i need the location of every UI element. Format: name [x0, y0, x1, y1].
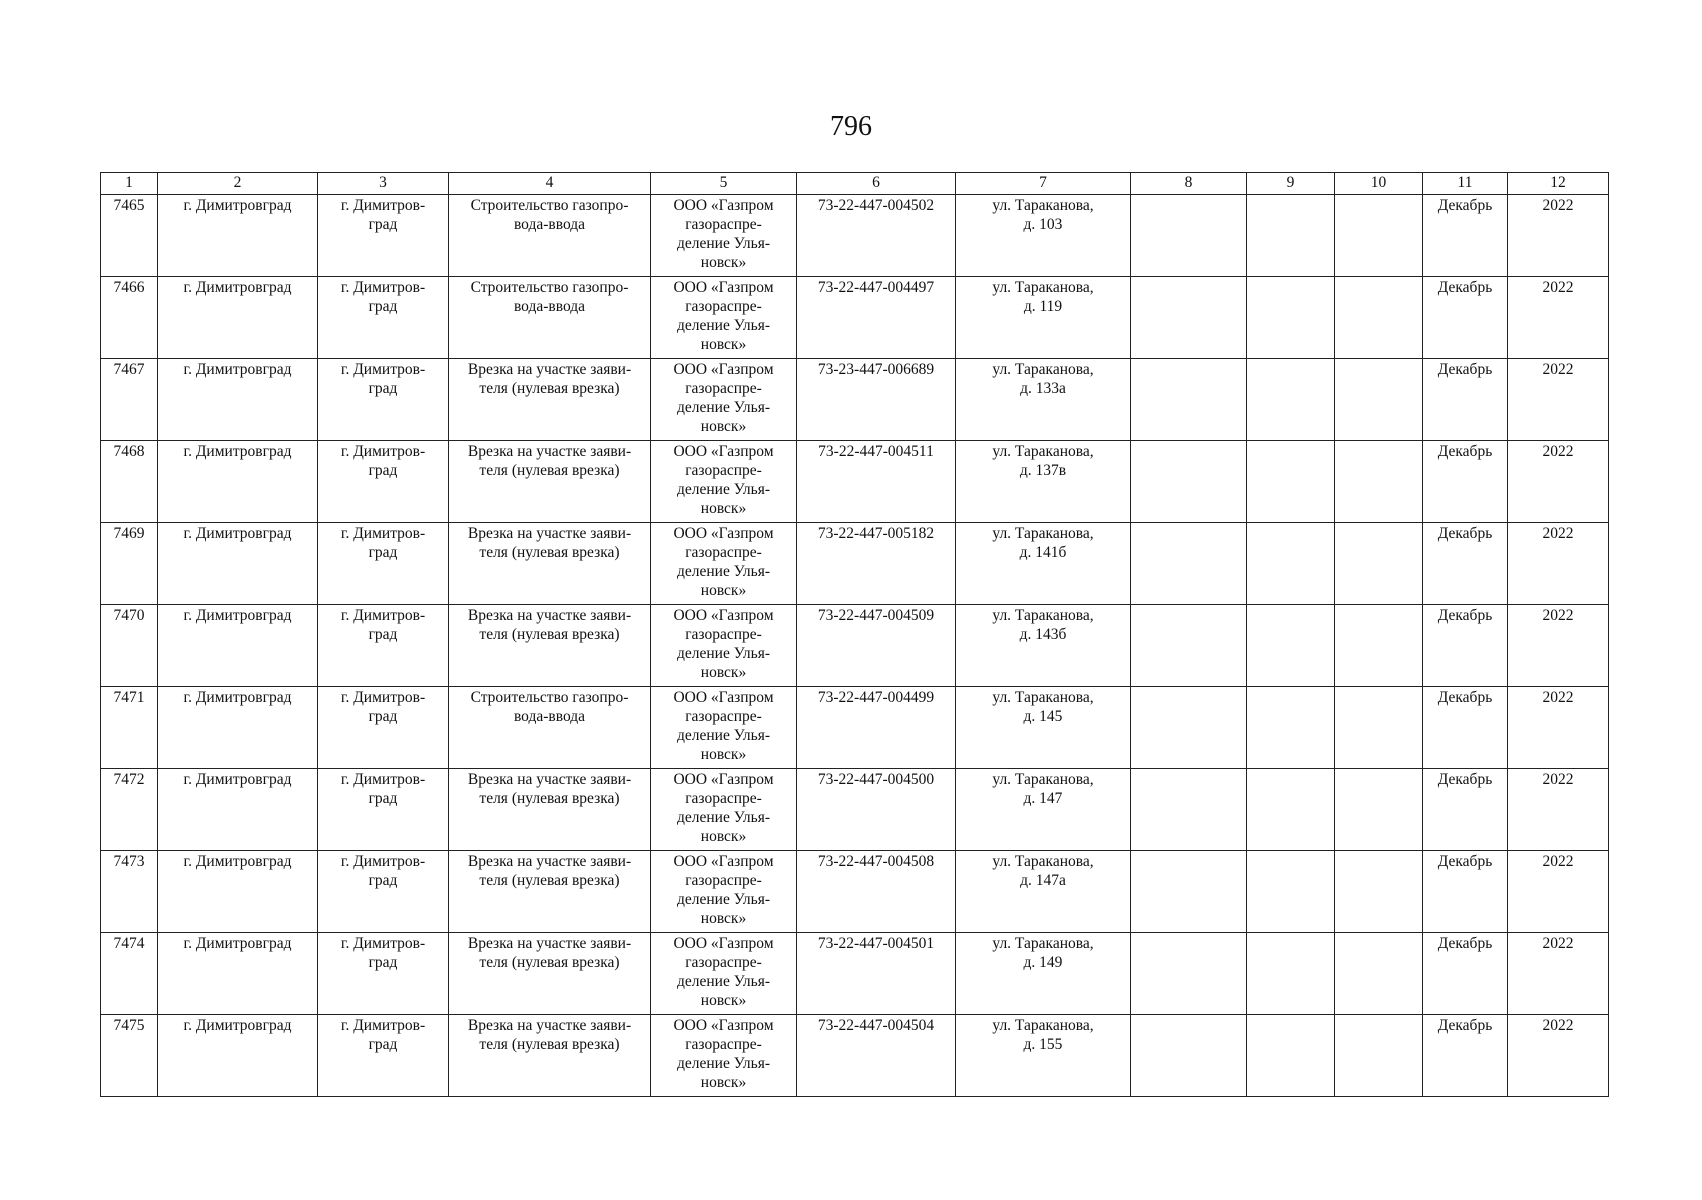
municipality-cell: г. Димитровград: [158, 605, 318, 687]
work-type-cell-line: Врезка на участке заяви-: [467, 853, 632, 870]
column-10-cell: [1335, 769, 1423, 851]
address-cell-line: д. 133а: [1020, 380, 1066, 397]
work-type-cell-line: Врезка на участке заяви-: [467, 361, 632, 378]
work-type-cell-line: Врезка на участке заяви-: [467, 1017, 632, 1034]
address-cell: [956, 933, 1131, 1015]
organization-cell-line: газораспре-: [685, 462, 762, 479]
organization-cell-line: деление Улья-: [676, 317, 771, 334]
column-8-cell: [1131, 359, 1247, 441]
column-8-cell: [1131, 441, 1247, 523]
organization-cell-line: деление Улья-: [676, 235, 771, 252]
organization-cell-line: новск»: [700, 500, 747, 517]
work-type-cell-line: теля (нулевая врезка): [479, 380, 620, 397]
address-cell: [956, 523, 1131, 605]
work-type-cell: [449, 195, 651, 277]
address-cell-line: д. 141б: [1019, 544, 1067, 561]
organization-cell-line: деление Улья-: [676, 645, 771, 662]
organization-cell: [651, 933, 797, 1015]
row-number: 7465: [101, 195, 158, 277]
object-code-cell: 73-22-447-004509: [797, 605, 956, 687]
municipality-cell: г. Димитровград: [158, 687, 318, 769]
register-body: [101, 195, 1609, 1097]
column-header: 10: [1335, 173, 1423, 195]
month-cell: Декабрь: [1423, 851, 1508, 933]
year-cell: 2022: [1508, 769, 1609, 851]
work-type-cell: [449, 687, 651, 769]
column-8-cell: [1131, 769, 1247, 851]
organization-cell-line: газораспре-: [685, 790, 762, 807]
table-row: [101, 441, 1609, 523]
column-8-cell: [1131, 605, 1247, 687]
organization-cell-line: деление Улья-: [676, 481, 771, 498]
settlement-cell-line: град: [368, 380, 398, 397]
settlement-cell-line: град: [368, 216, 398, 233]
settlement-cell: [318, 523, 449, 605]
row-number: 7466: [101, 277, 158, 359]
column-9-cell: [1247, 851, 1335, 933]
column-9-cell: [1247, 933, 1335, 1015]
settlement-cell-line: г. Димитров-: [340, 279, 426, 296]
address-cell-line: д. 145: [1023, 708, 1063, 725]
address-cell-line: д. 137в: [1019, 462, 1067, 479]
work-type-cell-line: Врезка на участке заяви-: [467, 607, 632, 624]
address-cell: [956, 605, 1131, 687]
month-cell: Декабрь: [1423, 195, 1508, 277]
organization-cell-line: деление Улья-: [676, 1055, 771, 1072]
address-cell-line: ул. Тараканова,: [992, 935, 1094, 952]
year-cell: 2022: [1508, 359, 1609, 441]
organization-cell-line: новск»: [700, 664, 747, 681]
object-code-cell: 73-22-447-004508: [797, 851, 956, 933]
year-cell: 2022: [1508, 441, 1609, 523]
organization-cell: [651, 851, 797, 933]
organization-cell-line: ООО «Газпром: [673, 525, 774, 542]
organization-cell: [651, 605, 797, 687]
organization-cell-line: газораспре-: [685, 954, 762, 971]
organization-cell-line: ООО «Газпром: [673, 361, 774, 378]
table-row: [101, 359, 1609, 441]
organization-cell-line: ООО «Газпром: [673, 607, 774, 624]
organization-cell-line: ООО «Газпром: [673, 443, 774, 460]
organization-cell-line: деление Улья-: [676, 563, 771, 580]
organization-cell: [651, 441, 797, 523]
organization-cell-line: ООО «Газпром: [673, 1017, 774, 1034]
year-cell: 2022: [1508, 1015, 1609, 1097]
settlement-cell-line: град: [368, 462, 398, 479]
address-cell-line: ул. Тараканова,: [992, 853, 1094, 870]
work-type-cell-line: Врезка на участке заяви-: [467, 525, 632, 542]
object-code-cell: 73-22-447-004504: [797, 1015, 956, 1097]
work-type-cell: [449, 441, 651, 523]
work-type-cell-line: Врезка на участке заяви-: [467, 935, 632, 952]
column-9-cell: [1247, 523, 1335, 605]
settlement-cell: [318, 687, 449, 769]
settlement-cell-line: г. Димитров-: [340, 361, 426, 378]
table-row: [101, 1015, 1609, 1097]
settlement-cell-line: град: [368, 544, 398, 561]
column-8-cell: [1131, 687, 1247, 769]
work-type-cell-line: теля (нулевая врезка): [479, 872, 620, 889]
column-header: 7: [956, 173, 1131, 195]
organization-cell-line: газораспре-: [685, 1036, 762, 1053]
settlement-cell-line: град: [368, 708, 398, 725]
work-type-cell-line: теля (нулевая врезка): [479, 462, 620, 479]
column-header: 4: [449, 173, 651, 195]
settlement-cell-line: г. Димитров-: [340, 443, 426, 460]
address-cell: [956, 769, 1131, 851]
organization-cell-line: ООО «Газпром: [673, 689, 774, 706]
organization-cell-line: новск»: [700, 910, 747, 927]
settlement-cell-line: град: [368, 954, 398, 971]
organization-cell-line: деление Улья-: [676, 973, 771, 990]
work-type-cell-line: Врезка на участке заяви-: [467, 443, 632, 460]
address-cell-line: ул. Тараканова,: [992, 279, 1094, 296]
row-number: 7470: [101, 605, 158, 687]
row-number: 7467: [101, 359, 158, 441]
settlement-cell-line: град: [368, 1036, 398, 1053]
year-cell: 2022: [1508, 605, 1609, 687]
address-cell: [956, 277, 1131, 359]
work-type-cell: [449, 933, 651, 1015]
column-header: 8: [1131, 173, 1247, 195]
column-header: 5: [651, 173, 797, 195]
column-header: 3: [318, 173, 449, 195]
column-9-cell: [1247, 277, 1335, 359]
month-cell: Декабрь: [1423, 933, 1508, 1015]
settlement-cell-line: г. Димитров-: [340, 607, 426, 624]
column-9-cell: [1247, 359, 1335, 441]
organization-cell-line: деление Улья-: [676, 891, 771, 908]
address-cell-line: ул. Тараканова,: [992, 1017, 1094, 1034]
work-type-cell: [449, 605, 651, 687]
organization-cell-line: газораспре-: [685, 626, 762, 643]
settlement-cell: [318, 769, 449, 851]
column-10-cell: [1335, 933, 1423, 1015]
organization-cell-line: ООО «Газпром: [673, 853, 774, 870]
settlement-cell: [318, 359, 449, 441]
month-cell: Декабрь: [1423, 523, 1508, 605]
column-9-cell: [1247, 769, 1335, 851]
organization-cell-line: новск»: [700, 336, 747, 353]
column-8-cell: [1131, 1015, 1247, 1097]
address-cell-line: д. 147а: [1020, 872, 1066, 889]
address-cell-line: ул. Тараканова,: [992, 771, 1094, 788]
work-type-cell-line: Строительство газопро-: [470, 689, 629, 706]
settlement-cell-line: г. Димитров-: [340, 853, 426, 870]
column-8-cell: [1131, 851, 1247, 933]
municipality-cell: г. Димитровград: [158, 769, 318, 851]
municipality-cell: г. Димитровград: [158, 277, 318, 359]
year-cell: 2022: [1508, 195, 1609, 277]
municipality-cell: г. Димитровград: [158, 359, 318, 441]
organization-cell: [651, 769, 797, 851]
object-code-cell: 73-22-447-004499: [797, 687, 956, 769]
object-code-cell: 73-22-447-005182: [797, 523, 956, 605]
column-10-cell: [1335, 359, 1423, 441]
column-10-cell: [1335, 851, 1423, 933]
settlement-cell: [318, 277, 449, 359]
table-row: [101, 687, 1609, 769]
column-8-cell: [1131, 195, 1247, 277]
address-cell-line: ул. Тараканова,: [992, 361, 1094, 378]
address-cell-line: д. 149: [1023, 954, 1063, 971]
object-code-cell: 73-22-447-004500: [797, 769, 956, 851]
column-header: 6: [797, 173, 956, 195]
settlement-cell: [318, 1015, 449, 1097]
work-type-cell: [449, 359, 651, 441]
settlement-cell-line: г. Димитров-: [340, 689, 426, 706]
work-type-cell-line: вода-ввода: [513, 708, 586, 725]
organization-cell-line: новск»: [700, 254, 747, 271]
address-cell: [956, 1015, 1131, 1097]
municipality-cell: г. Димитровград: [158, 933, 318, 1015]
settlement-cell: [318, 851, 449, 933]
address-cell: [956, 851, 1131, 933]
settlement-cell-line: град: [368, 790, 398, 807]
column-header: 2: [158, 173, 318, 195]
table-row: [101, 851, 1609, 933]
address-cell-line: ул. Тараканова,: [992, 525, 1094, 542]
column-header: 12: [1508, 173, 1609, 195]
table-row: [101, 605, 1609, 687]
column-9-cell: [1247, 605, 1335, 687]
organization-cell-line: новск»: [700, 746, 747, 763]
object-code-cell: 73-22-447-004501: [797, 933, 956, 1015]
object-code-cell: 73-22-447-004497: [797, 277, 956, 359]
organization-cell-line: газораспре-: [685, 708, 762, 725]
municipality-cell: г. Димитровград: [158, 1015, 318, 1097]
work-type-cell-line: Строительство газопро-: [470, 197, 629, 214]
table-row: [101, 523, 1609, 605]
organization-cell: [651, 687, 797, 769]
table-row: [101, 769, 1609, 851]
register-table: [100, 172, 1609, 1097]
organization-cell-line: деление Улья-: [676, 399, 771, 416]
row-number: 7469: [101, 523, 158, 605]
organization-cell: [651, 523, 797, 605]
organization-cell: [651, 277, 797, 359]
work-type-cell: [449, 769, 651, 851]
month-cell: Декабрь: [1423, 769, 1508, 851]
address-cell-line: ул. Тараканова,: [992, 443, 1094, 460]
column-10-cell: [1335, 687, 1423, 769]
settlement-cell: [318, 933, 449, 1015]
row-number: 7473: [101, 851, 158, 933]
column-header: 11: [1423, 173, 1508, 195]
organization-cell-line: деление Улья-: [676, 809, 771, 826]
page-number: 796: [830, 111, 872, 142]
column-8-cell: [1131, 523, 1247, 605]
column-9-cell: [1247, 1015, 1335, 1097]
year-cell: 2022: [1508, 933, 1609, 1015]
column-9-cell: [1247, 195, 1335, 277]
work-type-cell-line: теля (нулевая врезка): [479, 954, 620, 971]
column-10-cell: [1335, 195, 1423, 277]
settlement-cell-line: г. Димитров-: [340, 525, 426, 542]
year-cell: 2022: [1508, 277, 1609, 359]
settlement-cell: [318, 195, 449, 277]
column-number-row: [101, 173, 1609, 195]
organization-cell-line: новск»: [700, 582, 747, 599]
organization-cell-line: новск»: [700, 828, 747, 845]
year-cell: 2022: [1508, 523, 1609, 605]
row-number: 7468: [101, 441, 158, 523]
work-type-cell-line: теля (нулевая врезка): [479, 626, 620, 643]
work-type-cell: [449, 851, 651, 933]
municipality-cell: г. Димитровград: [158, 851, 318, 933]
work-type-cell-line: Строительство газопро-: [470, 279, 629, 296]
month-cell: Декабрь: [1423, 1015, 1508, 1097]
work-type-cell-line: Врезка на участке заяви-: [467, 771, 632, 788]
work-type-cell: [449, 1015, 651, 1097]
object-code-cell: 73-23-447-006689: [797, 359, 956, 441]
organization-cell-line: новск»: [700, 992, 747, 1009]
column-10-cell: [1335, 605, 1423, 687]
organization-cell: [651, 1015, 797, 1097]
organization-cell-line: ООО «Газпром: [673, 771, 774, 788]
month-cell: Декабрь: [1423, 359, 1508, 441]
column-8-cell: [1131, 933, 1247, 1015]
work-type-cell-line: теля (нулевая врезка): [479, 544, 620, 561]
work-type-cell-line: теля (нулевая врезка): [479, 790, 620, 807]
object-code-cell: 73-22-447-004511: [797, 441, 956, 523]
month-cell: Декабрь: [1423, 441, 1508, 523]
municipality-cell: г. Димитровград: [158, 441, 318, 523]
address-cell: [956, 441, 1131, 523]
column-9-cell: [1247, 687, 1335, 769]
organization-cell: [651, 195, 797, 277]
address-cell-line: ул. Тараканова,: [992, 197, 1094, 214]
column-10-cell: [1335, 441, 1423, 523]
row-number: 7475: [101, 1015, 158, 1097]
column-10-cell: [1335, 277, 1423, 359]
organization-cell-line: ООО «Газпром: [673, 935, 774, 952]
work-type-cell-line: теля (нулевая врезка): [479, 1036, 620, 1053]
settlement-cell-line: г. Димитров-: [340, 197, 426, 214]
organization-cell-line: деление Улья-: [676, 727, 771, 744]
organization-cell-line: новск»: [700, 1074, 747, 1091]
column-9-cell: [1247, 441, 1335, 523]
address-cell-line: д. 155: [1023, 1036, 1063, 1053]
settlement-cell: [318, 441, 449, 523]
organization-cell-line: газораспре-: [685, 298, 762, 315]
table-row: [101, 933, 1609, 1015]
organization-cell-line: газораспре-: [685, 872, 762, 889]
column-10-cell: [1335, 523, 1423, 605]
organization-cell-line: ООО «Газпром: [673, 197, 774, 214]
row-number: 7472: [101, 769, 158, 851]
municipality-cell: г. Димитровград: [158, 195, 318, 277]
address-cell-line: д. 103: [1023, 216, 1063, 233]
organization-cell-line: газораспре-: [685, 544, 762, 561]
settlement-cell: [318, 605, 449, 687]
work-type-cell-line: вода-ввода: [513, 298, 586, 315]
organization-cell-line: ООО «Газпром: [673, 279, 774, 296]
row-number: 7474: [101, 933, 158, 1015]
column-10-cell: [1335, 1015, 1423, 1097]
organization-cell: [651, 359, 797, 441]
address-cell-line: д. 119: [1023, 298, 1063, 315]
address-cell-line: ул. Тараканова,: [992, 689, 1094, 706]
municipality-cell: г. Димитровград: [158, 523, 318, 605]
object-code-cell: 73-22-447-004502: [797, 195, 956, 277]
month-cell: Декабрь: [1423, 605, 1508, 687]
address-cell-line: ул. Тараканова,: [992, 607, 1094, 624]
year-cell: 2022: [1508, 851, 1609, 933]
column-8-cell: [1131, 277, 1247, 359]
month-cell: Декабрь: [1423, 277, 1508, 359]
settlement-cell-line: град: [368, 872, 398, 889]
settlement-cell-line: г. Димитров-: [340, 935, 426, 952]
organization-cell-line: газораспре-: [685, 216, 762, 233]
settlement-cell-line: г. Димитров-: [340, 1017, 426, 1034]
address-cell: [956, 359, 1131, 441]
organization-cell-line: газораспре-: [685, 380, 762, 397]
table-row: [101, 277, 1609, 359]
address-cell: [956, 687, 1131, 769]
settlement-cell-line: град: [368, 626, 398, 643]
work-type-cell: [449, 523, 651, 605]
work-type-cell-line: вода-ввода: [513, 216, 586, 233]
work-type-cell: [449, 277, 651, 359]
column-header: 1: [101, 173, 158, 195]
settlement-cell-line: г. Димитров-: [340, 771, 426, 788]
column-header: 9: [1247, 173, 1335, 195]
row-number: 7471: [101, 687, 158, 769]
year-cell: 2022: [1508, 687, 1609, 769]
table-row: [101, 195, 1609, 277]
address-cell-line: д. 143б: [1019, 626, 1067, 643]
address-cell: [956, 195, 1131, 277]
settlement-cell-line: град: [368, 298, 398, 315]
address-cell-line: д. 147: [1023, 790, 1063, 807]
organization-cell-line: новск»: [700, 418, 747, 435]
month-cell: Декабрь: [1423, 687, 1508, 769]
